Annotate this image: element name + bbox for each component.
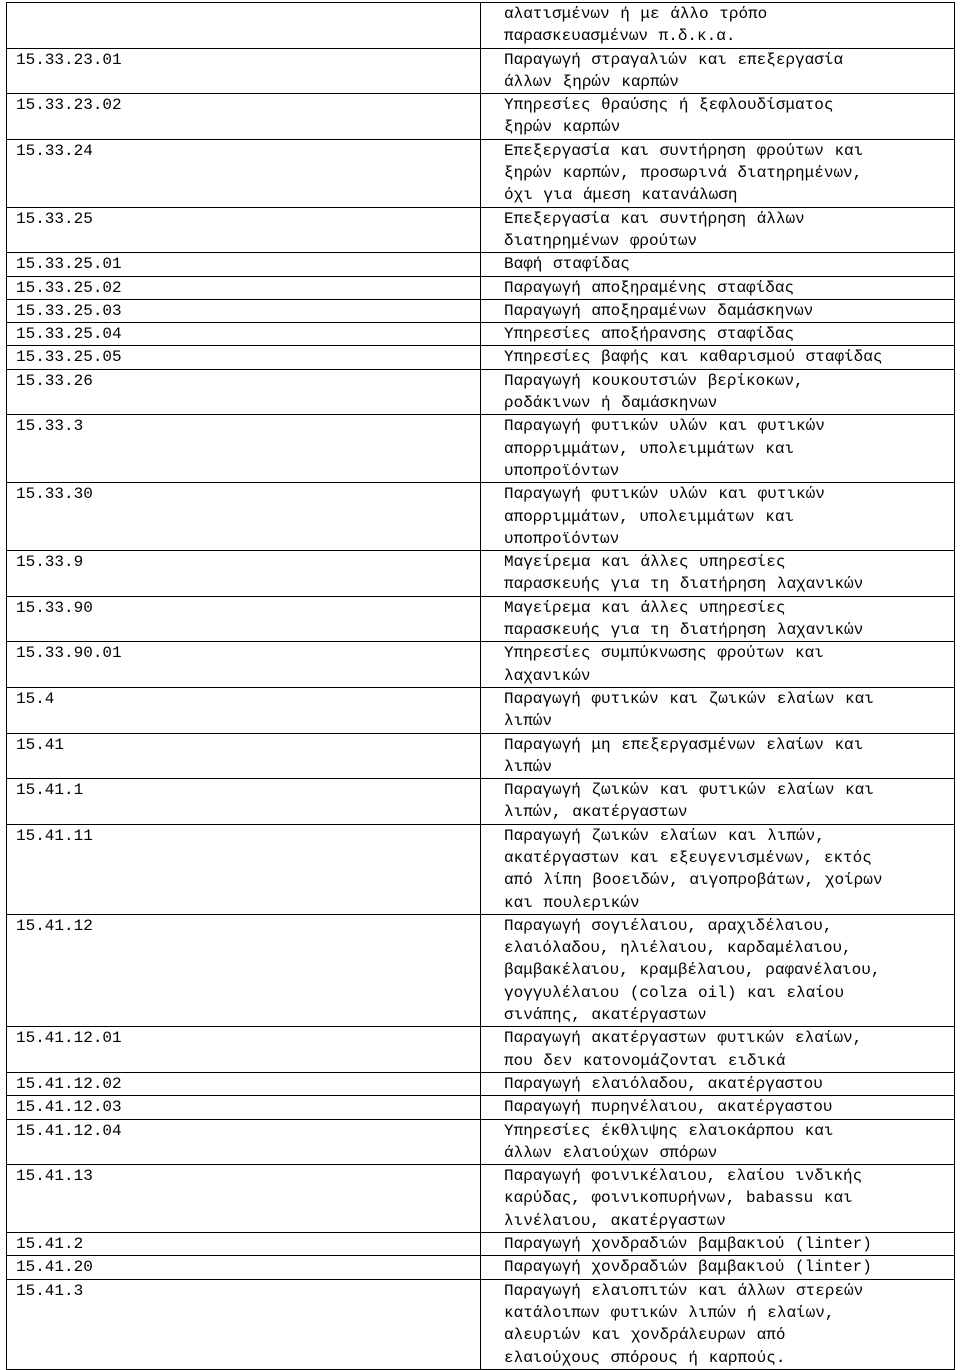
- table-row: [7, 779, 955, 825]
- description-line: διατηρημένων φρούτων: [504, 231, 698, 250]
- code-text: 15.33.3: [16, 417, 84, 436]
- description-line: Υπηρεσίες θραύσης ή ξεφλουδίσματος: [504, 96, 834, 115]
- description-line: Επεξεργασία και συντήρηση φρούτων και: [504, 141, 864, 160]
- description-cell: [481, 369, 955, 415]
- description-line: Παραγωγή αποξηραμένης σταφίδας: [504, 278, 795, 297]
- code-text: 15.41.1: [16, 781, 84, 800]
- table-row: [7, 1027, 955, 1073]
- description-line: λιπών: [504, 712, 553, 731]
- description-cell: [481, 1165, 955, 1233]
- description-line: Παραγωγή αποξηραμένων δαμάσκηνων: [504, 301, 814, 320]
- description-line: λαχανικών: [504, 666, 591, 685]
- description-line: άλλων ελαιούχων σπόρων: [504, 1143, 718, 1162]
- table-row: [7, 824, 955, 914]
- code-text: 15.33.23.02: [16, 96, 122, 115]
- code-cell: [7, 48, 481, 94]
- code-cell: [7, 779, 481, 825]
- code-cell: [7, 1072, 481, 1095]
- description-line: λιπών: [504, 757, 553, 776]
- code-text: 15.41: [16, 735, 65, 754]
- code-cell: [7, 1119, 481, 1165]
- description-line: ροδάκινων ή δαμάσκηνων: [504, 394, 718, 413]
- description-line: Βαφή σταφίδας: [504, 255, 630, 274]
- description-line: κατάλοιπων φυτικών λιπών ή ελαίων,: [504, 1303, 835, 1322]
- table-row: [7, 483, 955, 551]
- code-cell: [7, 1233, 481, 1256]
- code-cell: [7, 733, 481, 779]
- code-text: 15.41.12.01: [16, 1029, 122, 1048]
- description-cell: [481, 415, 955, 483]
- description-line: αλευριών και χονδράλευρων από: [504, 1326, 786, 1345]
- description-line: Μαγείρεμα και άλλες υπηρεσίες: [504, 553, 786, 572]
- table-row: [7, 48, 955, 94]
- description-cell: [481, 299, 955, 322]
- description-cell: [481, 323, 955, 346]
- description-cell: [481, 276, 955, 299]
- code-cell: [7, 94, 481, 140]
- description-line: Παραγωγή ζωικών ελαίων και λιπών,: [504, 826, 825, 845]
- description-line: όχι για άμεση κατανάλωση: [504, 186, 738, 205]
- code-text: 15.33.30: [16, 485, 93, 504]
- table-row: [7, 139, 955, 207]
- code-text: 15.41.12.04: [16, 1121, 122, 1140]
- table-row: [7, 299, 955, 322]
- description-line: Παραγωγή μη επεξεργασμένων ελαίων και: [504, 735, 864, 754]
- description-line: υποπροϊόντων: [504, 529, 620, 548]
- description-line: παρασκευής για τη διατήρηση λαχανικών: [504, 575, 864, 594]
- description-cell: [481, 642, 955, 688]
- description-cell: [481, 483, 955, 551]
- description-cell: [481, 346, 955, 369]
- code-text: 15.41.20: [16, 1258, 93, 1277]
- code-cell: [7, 253, 481, 276]
- description-cell: [481, 1072, 955, 1095]
- code-cell: [7, 1279, 481, 1369]
- code-cell: [7, 299, 481, 322]
- code-text: 15.33.25.01: [16, 255, 122, 274]
- code-text: 15.41.12.03: [16, 1098, 122, 1117]
- description-line: ξηρών καρπών, προσωρινά διατηρημένων,: [504, 164, 863, 183]
- code-cell: [7, 1027, 481, 1073]
- code-cell: [7, 483, 481, 551]
- code-text: 15.41.12: [16, 916, 93, 935]
- description-line: Επεξεργασία και συντήρηση άλλων: [504, 209, 805, 228]
- description-cell: [481, 596, 955, 642]
- description-line: Υπηρεσίες βαφής και καθαρισμού σταφίδας: [504, 348, 883, 367]
- description-line: Παραγωγή χονδραδιών βαμβακιού (linter): [504, 1235, 872, 1254]
- description-line: απορριμμάτων, υπολειμμάτων και: [504, 439, 795, 458]
- description-line: γογγυλέλαιου (colza oil) και ελαίου: [504, 983, 845, 1002]
- description-line: Παραγωγή φοινικέλαιου, ελαίου ινδικής: [504, 1167, 863, 1186]
- description-line: Υπηρεσίες αποξήρανσης σταφίδας: [504, 325, 795, 344]
- description-line: Παραγωγή φυτικών υλών και φυτικών: [504, 485, 825, 504]
- description-cell: [481, 914, 955, 1026]
- description-line: Παραγωγή χονδραδιών βαμβακιού (linter): [504, 1258, 872, 1277]
- description-line: Παραγωγή πυρηνέλαιου, ακατέργαστου: [504, 1098, 833, 1117]
- description-line: από λίπη βοοειδών, αιγοπροβάτων, χοίρων: [504, 871, 883, 890]
- description-line: Παραγωγή ελαιόλαδου, ακατέργαστου: [504, 1074, 823, 1093]
- code-cell: [7, 3, 481, 49]
- code-cell: [7, 687, 481, 733]
- table-row: [7, 1256, 955, 1279]
- description-line: ξηρών καρπών: [504, 118, 621, 137]
- code-text: 15.33.25.03: [16, 301, 122, 320]
- description-cell: [481, 48, 955, 94]
- description-line: ακατέργαστων και εξευγενισμένων, εκτός: [504, 848, 872, 867]
- description-cell: [481, 1096, 955, 1119]
- description-line: Παραγωγή σογιέλαιου, αραχιδέλαιου,: [504, 916, 833, 935]
- table-row: [7, 733, 955, 779]
- table-row: [7, 207, 955, 253]
- code-cell: [7, 1165, 481, 1233]
- description-line: σινάπης, ακατέργαστων: [504, 1006, 707, 1025]
- code-text: 15.33.25.04: [16, 325, 122, 344]
- code-text: 15.41.3: [16, 1281, 84, 1300]
- description-cell: [481, 551, 955, 597]
- code-cell: [7, 276, 481, 299]
- description-cell: [481, 1279, 955, 1369]
- code-cell: [7, 914, 481, 1026]
- description-line: αλατισμένων ή με άλλο τρόπο: [504, 5, 768, 23]
- description-line: υποπροϊόντων: [504, 461, 620, 480]
- code-text: 15.33.26: [16, 371, 93, 390]
- table-row: [7, 1279, 955, 1369]
- description-cell: [481, 1256, 955, 1279]
- code-cell: [7, 369, 481, 415]
- table-row: [7, 253, 955, 276]
- description-line: Παραγωγή ακατέργαστων φυτικών ελαίων,: [504, 1029, 863, 1048]
- table-row: [7, 1165, 955, 1233]
- description-line: Μαγείρεμα και άλλες υπηρεσίες: [504, 598, 786, 617]
- code-cell: [7, 323, 481, 346]
- description-line: απορριμμάτων, υπολειμμάτων και: [504, 507, 795, 526]
- description-line: βαμβακέλαιου, κραμβέλαιου, ραφανέλαιου,: [504, 961, 881, 980]
- description-cell: [481, 139, 955, 207]
- description-line: Παραγωγή ελαιοπιτών και άλλων στερεών: [504, 1281, 864, 1300]
- table-row: [7, 596, 955, 642]
- code-text: 15.33.25.02: [16, 278, 122, 297]
- description-line: άλλων ξηρών καρπών: [504, 72, 679, 91]
- description-line: παρασκευής για τη διατήρηση λαχανικών: [504, 621, 864, 640]
- table-body: [7, 3, 955, 1370]
- code-text: 15.41.11: [16, 826, 93, 845]
- description-line: που δεν κατονομάζονται ειδικά: [504, 1051, 786, 1070]
- table-row: [7, 346, 955, 369]
- table-row: [7, 3, 955, 49]
- table-row: [7, 369, 955, 415]
- description-line: Παραγωγή ζωικών και φυτικών ελαίων και: [504, 781, 874, 800]
- table-row: [7, 415, 955, 483]
- description-line: ελαιόλαδου, ηλιέλαιου, καρδαμέλαιου,: [504, 939, 852, 958]
- code-text: 15.41.2: [16, 1235, 84, 1254]
- table-row: [7, 323, 955, 346]
- description-line: καρύδας, φοινικοπυρήνων, babassu και: [504, 1189, 853, 1208]
- code-text: 15.33.25: [16, 209, 93, 228]
- code-cell: [7, 1256, 481, 1279]
- code-text: 15.41.12.02: [16, 1074, 122, 1093]
- description-cell: [481, 824, 955, 914]
- description-line: Παραγωγή στραγαλιών και επεξεργασία: [504, 50, 844, 69]
- table-row: [7, 276, 955, 299]
- table-row: [7, 687, 955, 733]
- description-cell: [481, 733, 955, 779]
- description-cell: [481, 1119, 955, 1165]
- description-line: ελαιούχους σπόρους ή καρπούς.: [504, 1348, 786, 1367]
- table-row: [7, 1233, 955, 1256]
- description-line: λινέλαιου, ακατέργαστων: [504, 1211, 726, 1230]
- code-text: 15.33.24: [16, 141, 93, 160]
- code-cell: [7, 139, 481, 207]
- code-cell: [7, 642, 481, 688]
- code-text: 15.41.13: [16, 1167, 93, 1186]
- code-cell: [7, 824, 481, 914]
- description-cell: [481, 779, 955, 825]
- code-cell: [7, 346, 481, 369]
- code-cell: [7, 415, 481, 483]
- description-cell: [481, 253, 955, 276]
- description-line: λιπών, ακατέργαστων: [504, 803, 688, 822]
- code-text: 15.33.90: [16, 598, 93, 617]
- description-cell: [481, 207, 955, 253]
- classification-table: [6, 2, 955, 1370]
- description-line: Υπηρεσίες συμπύκνωσης φρούτων και: [504, 644, 824, 663]
- table-row: [7, 914, 955, 1026]
- code-text: 15.4: [16, 689, 55, 708]
- description-cell: [481, 687, 955, 733]
- table-row: [7, 551, 955, 597]
- code-cell: [7, 596, 481, 642]
- description-cell: [481, 3, 955, 49]
- code-text: 15.33.23.01: [16, 50, 122, 69]
- code-text: 15.33.90.01: [16, 644, 122, 663]
- description-line: Υπηρεσίες έκθλιψης ελαιοκάρπου και: [504, 1121, 834, 1140]
- table-row: [7, 642, 955, 688]
- description-line: Παραγωγή φυτικών και ζωικών ελαίων και: [504, 689, 874, 708]
- code-text: 15.33.25.05: [16, 348, 122, 367]
- description-line: Παραγωγή φυτικών υλών και φυτικών: [504, 417, 825, 436]
- description-cell: [481, 1027, 955, 1073]
- code-cell: [7, 551, 481, 597]
- table-row: [7, 1119, 955, 1165]
- code-cell: [7, 1096, 481, 1119]
- table-row: [7, 1096, 955, 1119]
- code-text: 15.33.9: [16, 553, 84, 572]
- description-line: και πουλερικών: [504, 893, 640, 912]
- description-cell: [481, 1233, 955, 1256]
- description-line: παρασκευασμένων π.δ.κ.α.: [504, 27, 736, 46]
- table-row: [7, 1072, 955, 1095]
- code-cell: [7, 207, 481, 253]
- table-row: [7, 94, 955, 140]
- description-cell: [481, 94, 955, 140]
- description-line: Παραγωγή κουκουτσιών βερίκοκων,: [504, 371, 804, 390]
